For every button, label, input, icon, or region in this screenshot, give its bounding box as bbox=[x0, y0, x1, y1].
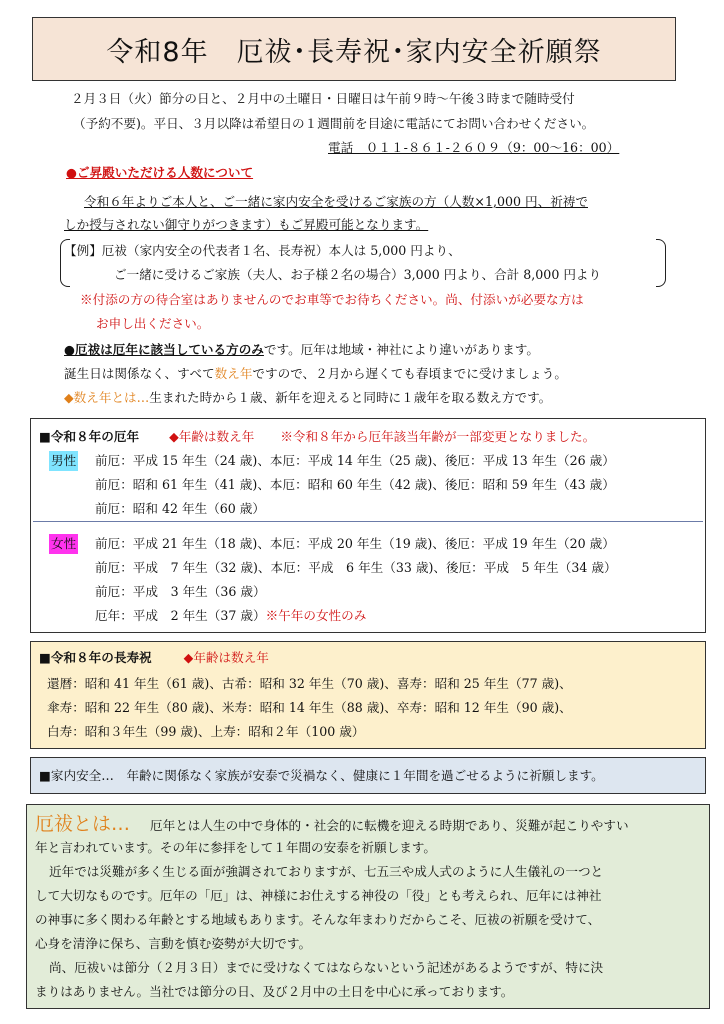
about-line-1: 厄年とは人生の中で身体的・社会的に転機を迎える時期であり、災難が起こりやすい bbox=[150, 818, 629, 833]
male-label bbox=[49, 451, 78, 471]
yakudoshi-change-note: ※令和８年から厄年該当年齢が一部変更となりました。 bbox=[280, 429, 596, 444]
kanai-panel bbox=[30, 757, 706, 794]
choju-row-2: 傘寿：昭和 22 年生（80 歳)、米寿：昭和 14 年生（88 歳)、卒寿：昭和 12 年生（90 歳)、 bbox=[47, 700, 572, 715]
attendance-text-1 bbox=[84, 192, 588, 212]
example-line-1: 【例】厄祓（家内安全の代表者１名、長寿祝）本人は 5,000 円より、 bbox=[64, 243, 461, 258]
example-bracket-right bbox=[656, 239, 666, 287]
intro-line-1: ２月３日（火）節分の日と、２月中の土曜日・日曜日は午前９時～午後３時まで随時受付 bbox=[71, 91, 575, 106]
male-row-1: 前厄：平成 15 年生（24 歳)、本厄：平成 14 年生（25 歳)、後厄：平成 13 年生（26 歳） bbox=[95, 453, 615, 468]
choju-row-3: 白寿：昭和３年生（99 歳)、上寿：昭和２年（100 歳） bbox=[47, 724, 365, 739]
about-first-row bbox=[35, 812, 629, 838]
female-row-3: 前厄：平成 3 年生（36 歳） bbox=[95, 584, 266, 599]
intro-line-2: （予約不要)。平日、３月以降は希望日の１週間前を目途に電話にてお問い合わせください。 bbox=[73, 116, 595, 131]
about-line-4: して大切なものです。厄年の「厄」は、神様にお仕えする神役の「役」とも考えられ、厄年には神社 bbox=[35, 888, 602, 903]
attendance-text-2 bbox=[64, 215, 428, 235]
title-box bbox=[32, 17, 676, 81]
kazoe-label: ◆数え年とは… bbox=[64, 390, 150, 405]
page-title: 令和8年 厄祓･長寿祝･家内安全祈願祭 bbox=[106, 36, 602, 68]
about-line-8: まりはありません。当社では節分の日、及び２月中の土日を中心に承っております。 bbox=[35, 984, 514, 999]
yakudoshi-age-note: ◆年齢は数え年 bbox=[169, 429, 255, 444]
waiting-note-1: ※付添の方の待合室はありませんのでお車等でお待ちください。尚、付添いが必要な方は bbox=[80, 292, 584, 307]
kazoe-text: 生まれた時から１歳、新年を迎えると同時に１歳年を取る数え方です。 bbox=[149, 390, 552, 405]
female-label bbox=[49, 534, 78, 554]
about-line-5: の神事に多く関わる年齢とする地域もあります。そんな年まわりだからこそ、厄祓の祈願を受けて、 bbox=[35, 912, 601, 927]
choju-panel bbox=[30, 641, 706, 749]
male-badge: 男性 bbox=[49, 451, 78, 471]
female-row-4-text: 厄年：平成 2 年生（37 歳） bbox=[95, 608, 266, 623]
example-line-2: ご一緒に受けるご家族（夫人、お子様２名の場合）3,000 円より、合計 8,000 円より bbox=[114, 267, 602, 282]
choju-age-note: ◆年齢は数え年 bbox=[183, 650, 269, 665]
yakubarai-note-rest: です。厄年は地域・神社により違いがあります。 bbox=[263, 342, 539, 357]
kanai-text: ■家内安全… 年齢に関係なく家族が安泰で災禍なく、健康に１年間を過ごせるように祈願します。 bbox=[39, 768, 604, 783]
male-row-3: 前厄：昭和 42 年生（60 歳） bbox=[95, 501, 265, 516]
attendance-text-2-content: しか授与されない御守りがつきます）もご昇殿可能となります。 bbox=[64, 217, 429, 232]
about-line-2: 年と言われています。その年に参拝をして１年間の安泰を祈願します。 bbox=[35, 840, 436, 855]
choju-row-1: 還暦：昭和 41 年生（61 歳)、古希：昭和 32 年生（70 歳)、喜寿：昭和 25 年生（77 歳)、 bbox=[47, 676, 572, 691]
male-row-2: 前厄：昭和 61 年生（41 歳)、本厄：昭和 60 年生（42 歳)、後厄：昭和 59 年生（43 歳） bbox=[95, 477, 615, 492]
about-line-6: 心身を清浄に保ち、言動を慎む姿勢が大切です。 bbox=[35, 936, 312, 951]
yakudoshi-heading-row bbox=[39, 427, 595, 447]
yakubarai-note bbox=[64, 340, 539, 360]
birthday-note bbox=[64, 364, 567, 384]
female-badge: 女性 bbox=[49, 534, 78, 554]
female-row-4-note: ※午年の女性のみ bbox=[265, 608, 367, 623]
about-panel bbox=[26, 804, 710, 1009]
female-row-4 bbox=[95, 606, 366, 626]
yakudoshi-panel bbox=[30, 418, 706, 633]
yakudoshi-heading: ■令和８年の厄年 bbox=[39, 429, 140, 444]
gender-divider bbox=[33, 521, 703, 522]
phone-number: 電話 ０１１-８６１-２６０９（9：00～16：00） bbox=[328, 140, 620, 155]
kazoe-definition bbox=[64, 388, 551, 408]
attendance-text-1-content: 令和６年よりご本人と、ご一緒に家内安全を受けるご家族の方（人数×1,000 円、祈祷で bbox=[84, 194, 588, 209]
about-line-7: 尚、厄祓いは節分（２月３日）までに受けなくてはならないという記述があるようですが、特に決 bbox=[49, 960, 604, 975]
choju-heading-row bbox=[39, 648, 269, 668]
waiting-note-2: お申し出ください。 bbox=[96, 316, 210, 331]
female-row-1: 前厄：平成 21 年生（18 歳)、本厄：平成 20 年生（19 歳)、後厄：平成 19 年生（20 歳） bbox=[95, 536, 615, 551]
about-heading: 厄祓とは… bbox=[35, 813, 131, 835]
birthday-note-post: ですので、２月から遅くても春頃までに受けましょう。 bbox=[252, 366, 567, 381]
birthday-note-pre: 誕生日は関係なく、すべて bbox=[64, 366, 215, 381]
about-line-3: 近年では災難が多く生じる面が強調されておりますが、七五三や成人式のように人生儀礼の一つと bbox=[49, 864, 604, 879]
birthday-note-kazoe: 数え年 bbox=[214, 366, 253, 381]
yakubarai-note-bold: ●厄祓は厄年に該当している方のみ bbox=[64, 342, 264, 357]
choju-heading: ■令和８年の長寿祝 bbox=[39, 650, 152, 665]
attendance-heading: ●ご昇殿いただける人数について bbox=[66, 165, 254, 180]
female-row-2: 前厄：平成 7 年生（32 歳)、本厄：平成 6 年生（33 歳)、後厄：平成 5 年生（34 歳） bbox=[95, 560, 617, 575]
